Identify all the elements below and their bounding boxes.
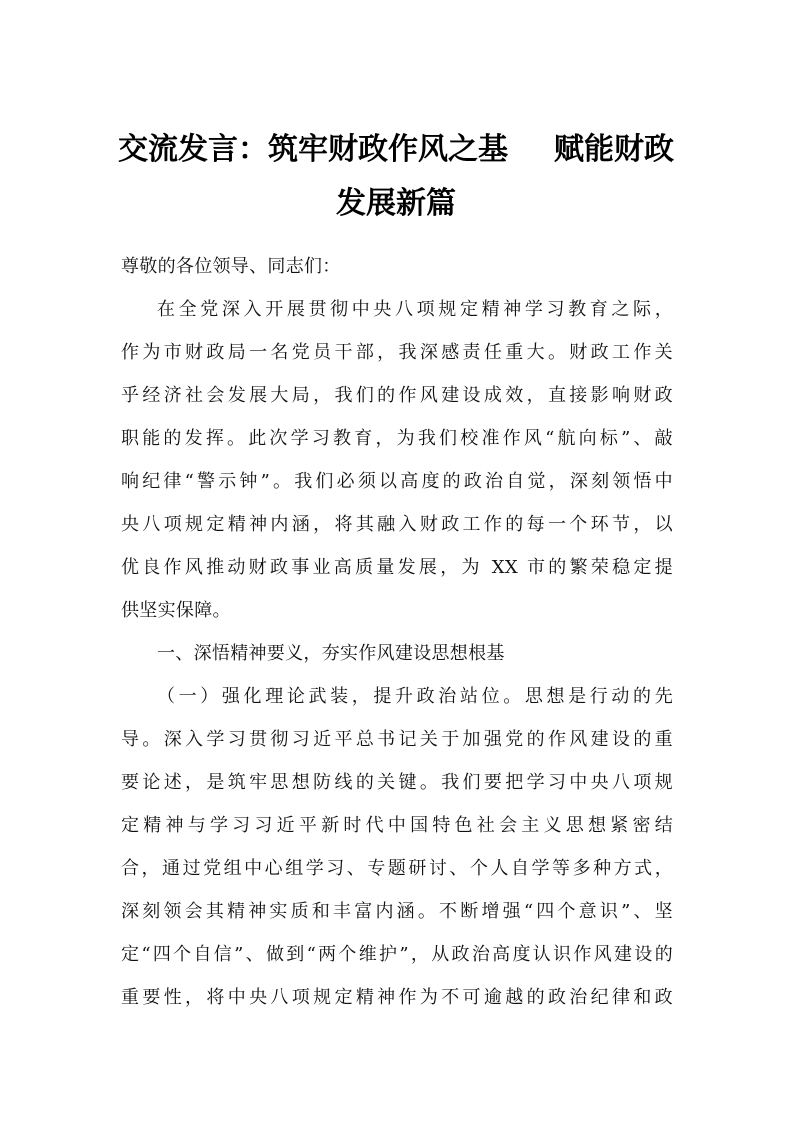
body-text-line: 乎经济社会发展大局，我们的作风建设成效，直接影响财政 xyxy=(121,385,673,406)
body-text-line: 在全党深入开展贯彻中央八项规定精神学习教育之际， xyxy=(157,299,673,320)
body-text-line: 定精神与学习习近平新时代中国特色社会主义思想紧密结 xyxy=(121,815,673,836)
body-text-line: 央八项规定精神内涵，将其融入财政工作的每一个环节，以 xyxy=(121,514,673,535)
body-text-line: 响纪律“警示钟”。我们必须以高度的政治自觉，深刻领悟中 xyxy=(121,471,673,492)
title-main-part: 交流发言：筑牢财政作风之基 xyxy=(118,132,508,167)
document-title-line-1 xyxy=(118,124,674,168)
body-text-line: 定“四个自信”、做到“两个维护”，从政治高度认识作风建设的 xyxy=(121,944,673,965)
body-text-line: 重要性，将中央八项规定精神作为不可逾越的政治纪律和政 xyxy=(121,987,673,1008)
body-text-line: 尊敬的各位领导、同志们： xyxy=(121,256,341,277)
body-text-line: 深刻领会其精神实质和丰富内涵。不断增强“四个意识”、坚 xyxy=(121,901,673,922)
body-text-line: 作为市财政局一名党员干部，我深感责任重大。财政工作关 xyxy=(121,342,673,363)
body-text-line: （一）强化理论武装，提升政治站位。思想是行动的先 xyxy=(157,686,673,707)
document-body xyxy=(121,245,673,1019)
body-text-line: 导。深入学习贯彻习近平总书记关于加强党的作风建设的重 xyxy=(121,729,673,750)
body-text-line: 要论述，是筑牢思想防线的关键。我们要把学习中央八项规 xyxy=(121,772,673,793)
body-text-line: 优良作风推动财政事业高质量发展，为 XX 市的繁荣稳定提 xyxy=(121,557,673,578)
document-title-line-2: 发展新篇 xyxy=(336,186,456,221)
title-second-part: 赋能财政 xyxy=(554,132,674,167)
body-text-line: 职能的发挥。此次学习教育，为我们校准作风“航向标”、敲 xyxy=(121,428,673,449)
body-text-line: 合，通过党组中心组学习、专题研讨、个人自学等多种方式， xyxy=(121,858,673,879)
body-text-line: 一、深悟精神要义，夯实作风建设思想根基 xyxy=(157,643,505,664)
body-text-line: 供坚实保障。 xyxy=(121,600,231,621)
